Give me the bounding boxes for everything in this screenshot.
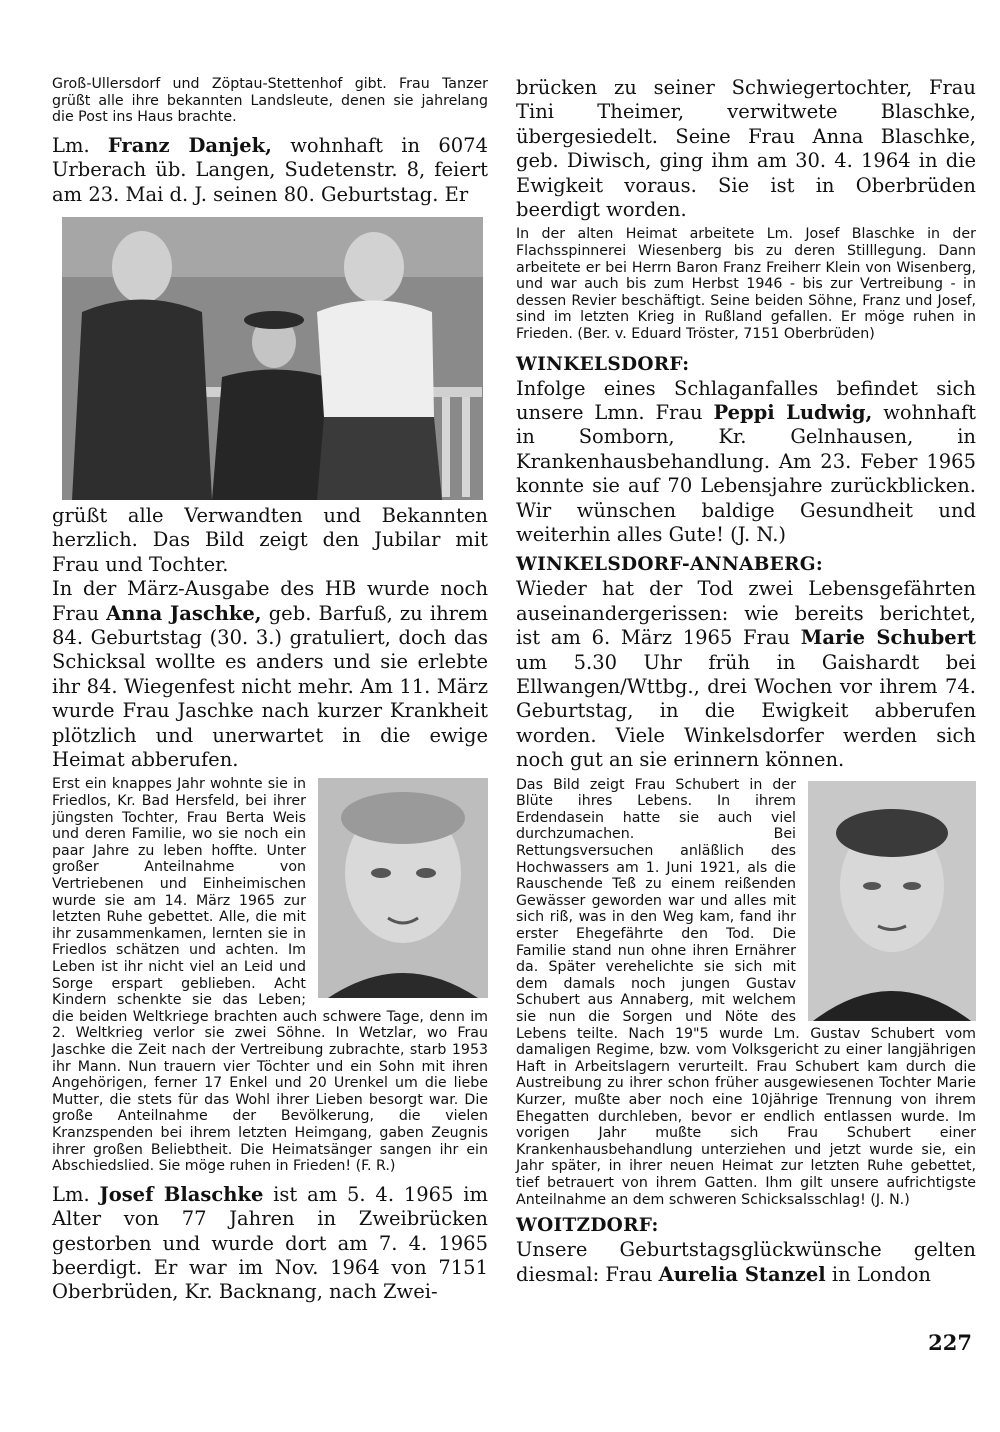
paragraph-jaschke-obituary: Erst ein knappes Jahr wohnte sie in Friedlos, Kr. Bad Hersfeld, bei ihrer jüngsten Tochter, Frau Berta Weis und deren Familie, wo sie noch ein paar Jahre zu leben hoffte. Unter großer Anteilnahme von Vertriebenen und Einheimischen wurde sie am 14. März 1965 zur letzten Ruhe gebettet. Alle, die mit ihr zusammenkamen, lernten sie in Friedlos schätzen und achten. Im Leben ist ihr nicht viel an Leid und Sorge erspart geblieben. Acht Kindern schenkte sie das Leben; die beiden Weltkriege brachten auch schwere Tage, denn im 2. Weltkrieg verlor sie zwei Söhne. In Wetzlar, wo Frau Jaschke die Zeit nach der Vertreibung zubrachte, starb 1953 ihr Mann. Nun trauern vier Töchter und ein Sohn mit ihren Angehörigen, ferner 17 Enkel und 20 Urenkel um die liebe Mutter, die stets für das Wohl ihrer Lieben besorgt war. Die große Anteilnahme der Bevölkerung, die vielen Kranzspenden bei ihrem letzten Heimgang, gaben Zeugnis ihrer großen Beliebtheit. Die Heimatsänger sangen ihr ein Abschiedslied. Sie möge ruhen in Frieden! (F. R.) — [52, 776, 488, 1175]
paragraph-danjek: Lm. Franz Danjek, wohnhaft in 6074 Urberach üb. Langen, Sudetenstr. 8, feiert am 23. Mai d. J. seinen 80. Geburtstag. Er — [52, 133, 488, 206]
name-josef-blaschke: Josef Blaschke — [99, 1182, 264, 1206]
photo-family — [62, 217, 483, 500]
photo-marie-schubert — [808, 781, 976, 1021]
paragraph-blaschke-heimat: In der alten Heimat arbeitete Lm. Josef Blaschke in der Flachsspinnerei Wiesenberg bis zu deren Stilllegung. Dann arbeitete er bei Herrn Baron Franz Freiherr Klein von Wisenberg, und war auch bis zum Herbst 1946 - bis zur Vertreibung - in dessen Revier beschäftigt. Seine beiden Söhne, Franz und Josef, sind im letzten Krieg in Rußland gefallen. Er möge ruhen in Frieden. (Ber. v. Eduard Tröster, 7151 Oberbrüden) — [516, 226, 976, 342]
heading-winkelsdorf-annaberg: WINKELSDORF-ANNABERG: — [516, 554, 823, 576]
paragraph-blaschke-cont: brücken zu seiner Schwiegertochter, Frau Tini Theimer, verwitwete Blaschke, übergesiedelt. Seine Frau Anna Blaschke, geb. Diwisch, ging ihm am 30. 4. 1964 in die Ewigkeit voraus. Sie ist in Oberbrüden beerdigt worden. — [516, 76, 976, 222]
portrait-schubert-image — [808, 781, 976, 1021]
name-anna-jaschke: Anna Jaschke, — [106, 601, 262, 625]
right-column — [516, 76, 976, 1287]
paragraph-stanzel: Unsere Geburtstagsglückwünsche gelten diesmal: Frau Aurelia Stanzel in London — [516, 1238, 976, 1286]
heading-winkelsdorf: WINKELSDORF: — [516, 353, 690, 375]
name-peppi-ludwig: Peppi Ludwig, — [713, 401, 873, 424]
name-marie-schubert: Marie Schubert — [800, 626, 976, 650]
jaschke-article — [52, 776, 488, 1174]
paragraph-schubert-bio: Das Bild zeigt Frau Schubert in der Blüte ihres Lebens. In ihrem Erdendasein hatte sie auch viel durchzumachen. Bei Rettungsversuchen anläßlich des Hochwassers am 1. Juni 1921, als die Rauschende Teß zu einem reißenden Gewässer geworden war und alles mit sich riß, was in den Weg kam, fand ihr erster Ehegefährte den Tod. Die Familie stand nun ohne ihren Ernährer da. Später verehelichte sie sich mit dem damals noch jungen Gustav Schubert aus Annaberg, mit welchem sie nun die Sorgen und Nöte des Lebens teilte. Nach 19"5 wurde Lm. Gustav Schubert vom damaligen Regime, bzw. vom Volksgericht zu einer langjährigen Haft in Arbeitslagern verurteilt. Frau Schubert kam durch die Austreibung zu ihrer schon früher ausgewiesenen Tochter Marie Kurzer, mußte aber noch eine 10jährige Trennung von ihrem Ehegatten durchleben, bevor er endlich entlassen wurde. Im vorigen Jahr mußte sich Frau Schubert einer Krankenhausbehandlung unterziehen und jetzt wurde sie, ein Jahr später, in ihrer neuen Heimat zur letzten Ruhe gebettet, tief betrauert von ihrem Gatten. Ihm gilt unsere aufrichtigste Anteilnahme an dem schweren Schicksalsschlag! (J. N.) — [516, 776, 976, 1208]
paragraph-schubert-intro: Wieder hat der Tod zwei Lebensgefährten auseinandergerissen: wie bereits berichtet, ist am 6. März 1965 Frau Marie Schubert um 5.30 Uhr früh in Gaishardt bei Ellwangen/Wttbg., drei Wochen vor ihrem 74. Geburtstag, in die Ewigkeit abberufen worden. Viele Winkelsdorfer werden sich noch gut an sie erinnern können. — [516, 577, 976, 772]
heading-woitzdorf: WOITZDORF: — [516, 1215, 659, 1237]
portrait-jaschke-image — [318, 778, 488, 998]
paragraph-ludwig: Infolge eines Schlaganfalles befindet sich unsere Lmn. Frau Peppi Ludwig, wohnhaft in Somborn, Kr. Gelnhausen, in Krankenhausbehandlung. Am 23. Feber 1965 konnte sie auf 70 Lebensjahre zurückblicken. Wir wünschen baldige Gesundheit und weiterhin alles Gute! (J. N.) — [516, 376, 976, 547]
paragraph-blaschke: Lm. Josef Blaschke ist am 5. 4. 1965 im Alter von 77 Jahren in Zweibrücken gestorben und wurde dort am 7. 4. 1965 beerdigt. Er war im Nov. 1964 von 7151 Oberbrüden, Kr. Backnang, nach Zwei- — [52, 1182, 489, 1304]
name-aurelia-stanzel: Aurelia Stanzel — [658, 1262, 826, 1286]
photo-anna-jaschke — [318, 778, 488, 998]
paragraph-zoeptau: Groß-Ullersdorf und Zöptau-Stettenhof gibt. Frau Tanzer grüßt alle ihre bekannten Landsleute, denen sie jahrelang die Post ins Haus brachte. — [52, 76, 488, 126]
family-photo-image — [62, 217, 483, 500]
page-number: 227 — [928, 1330, 972, 1355]
left-column — [52, 76, 488, 1305]
schubert-article — [516, 777, 976, 1208]
paragraph-gruesst: grüßt alle Verwandten und Bekannten herzlich. Das Bild zeigt den Jubilar mit Frau und Tochter. — [52, 504, 488, 576]
name-franz-danjek: Franz Danjek, — [107, 133, 272, 157]
paragraph-jaschke-intro: In der März-Ausgabe des HB wurde noch Frau Anna Jaschke, geb. Barfuß, zu ihrem 84. Geburtstag (30. 3.) gratuliert, doch das Schicksal wollte es anders und sie erlebte ihr 84. Wiegenfest nicht mehr. Am 11. März wurde Frau Jaschke nach kurzer Krankheit plötzlich und unerwartet in die ewige Heimat abberufen. — [52, 577, 488, 772]
